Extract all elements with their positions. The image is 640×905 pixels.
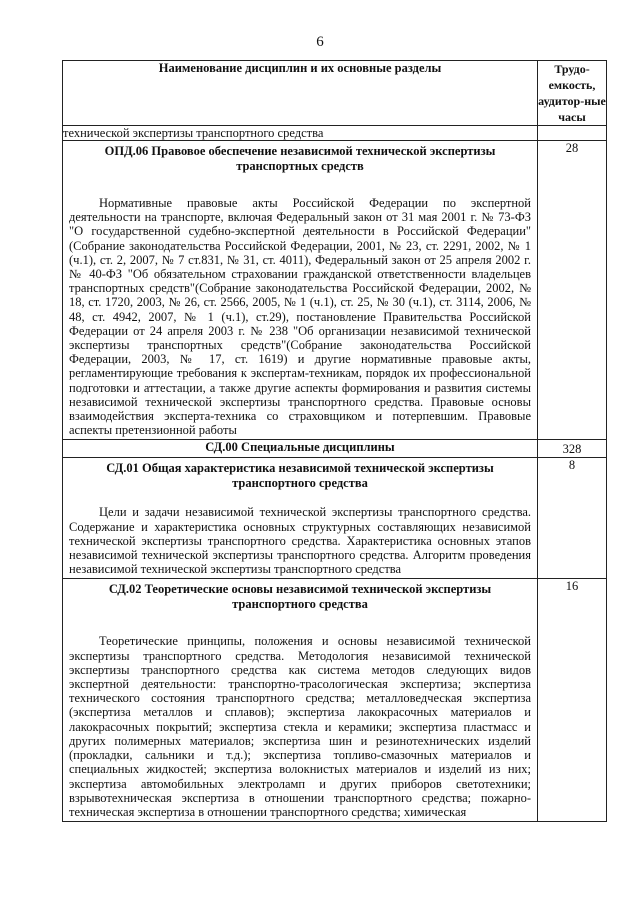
section-row-opd06 (63, 141, 607, 440)
section-cell (63, 579, 538, 822)
section-row-sd01 (63, 458, 607, 579)
continuation-row (63, 126, 607, 141)
section-title: СД.01 Общая характеристика независимой технической экспертизы транспортного средства (106, 461, 494, 491)
group-cell (63, 440, 538, 458)
header-discipline-column: Наименование дисциплин и их основные разделы (63, 61, 538, 126)
continuation-hours-cell (538, 126, 607, 141)
group-row-sd00 (63, 440, 607, 458)
section-hours: 8 (538, 458, 607, 579)
section-row-sd02 (63, 579, 607, 822)
section-body: Нормативные правовые акты Российской Федерации по экспертной деятельности на транспорте, включая Федеральный закон от 31 мая 2001 г. № 73-ФЗ "О государственной судебно-экспертной деятельности в Российской Федерации"(Собрание законодательства Российской Федерации, 2001, № 23, ст. 2291, 2002, № 1 (ч.1), ст. 2, 2007, № 7 ст.831, № 31, ст. 4011), Федеральный закон от 25 апреля 2002 г. № 40-ФЗ "Об обязательном страховании гражданской ответственности владельцев транспортных средств"(Собрание законодательства Российской Федерации, 2002, № 18, ст. 1720, 2003, № 26, ст. 2566, 2005, № 1 (ч.1), ст. 25, № 30 (ч.1), ст. 3114, 2006, № 48, ст. 4942, 2007, № 1 (ч.1), ст.29), постановление Правительства Российской Федерации от 24 апреля 2003 г. № 238 "Об организации независимой технической экспертизы транспортных средств"(Собрание законодательства Российской Федерации, 2003, № 17, ст. 1619) и другие нормативные правовые акты, регламентирующие требования к экспертам-техникам, порядок их профессиональной подготовки и аттестации, а также другие аспекты формирования и развития системы независимой технической экспертизы транспортного средства. Правовые основы взаимодействия эксперта-техника со страховщиком и потерпевшим. Правовые аспекты претензионной работы (69, 196, 531, 438)
section-body: Теоретические принципы, положения и основы независимой технической экспертизы транспортного средства. Методология независимой технической экспертизы транспортного средства как система методов следующих видов экспертной деятельности: транспортно-трасологическая экспертиза; экспертиза технического состояния транспортного средства; металловедческая экспертиза (экспертиза металлов и сплавов); экспертиза лакокрасочных материалов и лакокрасочных покрытий; экспертиза стекла и керамики; экспертиза пластмасс и других полимерных материалов; экспертиза шин и резинотехнических изделий (прокладки, сальники и т.д.); экспертиза топливо-смазочных материалов и специальных жидкостей; экспертиза волокнистых материалов и изделий из них; экспертиза автомобильных электроламп и других приборов светотехники; взрывотехническая экспертиза в отношении транспортного средства; пожарно-техническая экспертиза в отношении транспортного средства; химическая (69, 634, 531, 819)
section-cell (63, 458, 538, 579)
section-cell (63, 141, 538, 440)
section-title: СД.02 Теоретические основы независимой технической экспертизы транспортного средства (108, 582, 492, 612)
header-hours-column: Трудо-емкость, аудитор-ные часы (538, 62, 606, 124)
table-header-row (63, 61, 607, 126)
continuation-text: технической экспертизы транспортного средства (63, 126, 538, 141)
group-title: СД.00 Специальные дисциплины (205, 440, 395, 455)
group-hours: 328 (538, 440, 607, 458)
section-body: Цели и задачи независимой технической экспертизы транспортного средства. Содержание и характеристика основных структурных составляющих независимой технической экспертизы транспортного средства. Характеристика основных этапов независимой технической экспертизы транспортного средства. Алгоритм проведения независимой технической экспертизы транспортного средства (69, 505, 531, 577)
curriculum-table (62, 60, 607, 822)
section-title: ОПД.06 Правовое обеспечение независимой технической экспертизы транспортных средств (104, 144, 496, 173)
section-hours: 28 (538, 141, 607, 440)
page-number: 6 (316, 34, 324, 50)
section-hours: 16 (538, 579, 607, 822)
